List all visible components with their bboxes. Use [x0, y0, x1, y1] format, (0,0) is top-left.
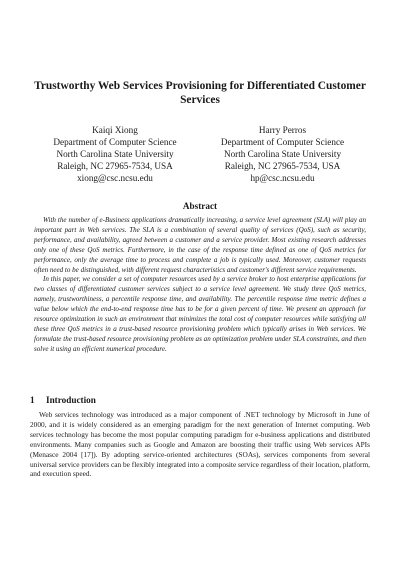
- abstract-body: [34, 216, 366, 355]
- author-2: [205, 124, 360, 184]
- abstract-paragraph: In this paper, we consider a set of computer resources used by a service broker to host enterprise applications for two classes of differentiated customer services subject to a service level agreement. We study three QoS metrics, namely, trustworthiness, a percentile response time, and availability. The percentile response time metric defines a value below which the end-to-end response time has to be for a given percent of time. We present an approach for resource optimization in such an environment that minimizes the total cost of computer resources while satisfying all these three QoS metrics in a trust-based resource provisioning problem which typically arises in Web services. We formulate the trust-based resource provisioning problem as an optimization problem under SLA constraints, and then solve it using an efficient numerical procedure.: [34, 275, 366, 353]
- section-number: 1: [30, 395, 35, 405]
- abstract-heading: Abstract: [182, 201, 218, 211]
- author-address: Raleigh, NC 27965-7534, USA: [57, 161, 173, 171]
- section-title: Introduction: [46, 395, 96, 405]
- section-heading: [30, 395, 96, 405]
- author-department: Department of Computer Science: [220, 137, 345, 147]
- author-1: [40, 124, 190, 184]
- author-department: Department of Computer Science: [53, 137, 177, 147]
- author-name: Harry Perros: [258, 125, 307, 135]
- section-paragraph: Web services technology was introduced as a major component of .NET technology by Microsoft in June of 2000, and it is widely considered as an emerging paradigm for the next generation of Internet computing. Web services technology has become the most popular computing paradigm for e-business applications and distributed environments. Many companies such as Google and Amazon are boosting their traffic using Web services APIs (Menasce 2004 [17]). By adopting service-oriented architectures (SOAs), services components from several universal service providers can be flexibly integrated into a composite service regardless of their location, platform, and execution speed.: [30, 410, 370, 479]
- author-name: Kaiqi Xiong: [92, 125, 138, 135]
- abstract-paragraph: With the number of e-Business applications dramatically increasing, a service level agreement (SLA) will play an important part in Web services. The SLA is a combination of several quality of services (QoS), such as security, performance, and availability, agreed between a customer and a service provider. Most existing research addresses only one of these QoS metrics. Furthermore, in the case of the response time defined as one of QoS metrics for performance, only the average time to process and complete a job is typically used. Moreover, customer requests often need to be distinguished, with different request characteristics and customer's different service requirements.: [34, 216, 366, 274]
- author-email: hp@csc.ncsu.edu: [250, 173, 315, 183]
- author-university: North Carolina State University: [56, 149, 174, 159]
- author-university: North Carolina State University: [223, 149, 342, 159]
- author-address: Raleigh, NC 27965-7534, USA: [224, 161, 341, 171]
- author-email: xiong@csc.ncsu.edu: [77, 173, 153, 183]
- paper-title: Trustworthy Web Services Provisioning for Differentiated Customer Services: [34, 80, 366, 106]
